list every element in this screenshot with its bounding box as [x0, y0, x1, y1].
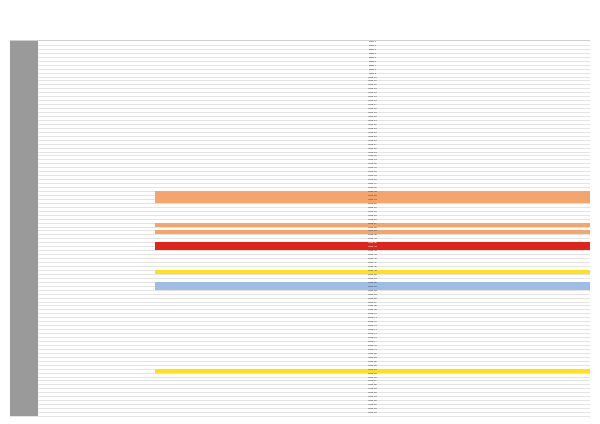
- description-cell[interactable]: Row 54: [368, 250, 377, 253]
- description-cell[interactable]: Row 52: [155, 242, 590, 246]
- description-cell[interactable]: Row 42: [368, 202, 377, 205]
- description-cell[interactable]: Row 37: [368, 183, 377, 186]
- description-cell[interactable]: Row 17: [368, 104, 377, 107]
- description-cell[interactable]: Row 47: [155, 223, 590, 227]
- timeline-spreadsheet: [10, 40, 590, 416]
- description-cell[interactable]: Row 51: [368, 238, 377, 241]
- description-cell[interactable]: Row 65: [368, 293, 377, 296]
- description-cell[interactable]: Row 81: [368, 356, 377, 359]
- description-cell[interactable]: Row 22: [368, 123, 377, 126]
- description-cell[interactable]: Row 48: [368, 226, 377, 229]
- description-cell[interactable]: Row 72: [368, 321, 377, 324]
- description-cell[interactable]: Row 23: [368, 127, 377, 130]
- description-cell[interactable]: Row 91: [368, 396, 377, 399]
- description-cell[interactable]: Row 13: [368, 88, 377, 91]
- description-cell[interactable]: Row 30: [368, 155, 377, 158]
- description-cell[interactable]: Row 44: [368, 210, 377, 213]
- description-cell[interactable]: Row 5: [368, 56, 377, 59]
- description-cell[interactable]: Row 1: [368, 41, 377, 43]
- description-cell[interactable]: Row 69: [368, 309, 377, 312]
- description-cell[interactable]: Row 73: [368, 325, 377, 328]
- description-cell[interactable]: Row 20: [368, 116, 377, 118]
- description-cell[interactable]: Row 29: [368, 151, 377, 154]
- description-cell[interactable]: Row 57: [368, 262, 377, 265]
- description-cell[interactable]: Row 59: [155, 270, 590, 274]
- description-cell[interactable]: Row 92: [368, 400, 377, 403]
- description-cell[interactable]: Row 21: [368, 119, 377, 122]
- description-cell[interactable]: Row 43: [368, 206, 377, 209]
- description-cell[interactable]: Row 12: [368, 84, 377, 87]
- description-cell[interactable]: Row 28: [368, 147, 377, 150]
- description-cell[interactable]: Row 64: [368, 289, 377, 292]
- description-cell[interactable]: Row 18: [368, 108, 377, 111]
- title-cell[interactable]: [38, 412, 120, 416]
- description-cell[interactable]: Row 87: [368, 380, 377, 383]
- description-cell[interactable]: Row 53: [155, 246, 590, 250]
- description-cell[interactable]: Row 33: [368, 167, 377, 170]
- description-cell[interactable]: Row 80: [368, 352, 377, 355]
- description-cell[interactable]: Row 74: [368, 329, 377, 332]
- description-cell[interactable]: Row 27: [368, 143, 377, 146]
- description-cell[interactable]: Row 24: [368, 131, 377, 134]
- description-cell[interactable]: Row 32: [368, 163, 377, 166]
- description-cell[interactable]: Row 15: [368, 96, 377, 99]
- description-cell[interactable]: Row 63: [155, 286, 590, 290]
- description-cell[interactable]: Row 3: [368, 48, 377, 51]
- description-cell[interactable]: Row 94: [368, 408, 377, 411]
- description-cell[interactable]: Row 50: [368, 234, 377, 237]
- description-cell[interactable]: Row 90: [368, 392, 377, 395]
- description-cell[interactable]: Row 60: [368, 273, 377, 276]
- description-cell[interactable]: Row 6: [368, 60, 377, 63]
- description-cell[interactable]: Row 67: [368, 301, 377, 304]
- description-cell[interactable]: Row 62: [155, 282, 590, 286]
- timeline-row[interactable]: [10, 412, 590, 417]
- description-cell[interactable]: Row 68: [368, 305, 377, 308]
- description-cell[interactable]: Row 55: [368, 254, 377, 257]
- description-cell[interactable]: Row 26: [368, 139, 377, 142]
- description-cell[interactable]: Row 16: [368, 100, 377, 103]
- description-cell[interactable]: Row 83: [368, 364, 377, 367]
- description-cell[interactable]: Row 45: [368, 214, 377, 217]
- description-cell[interactable]: Row 71: [368, 317, 377, 320]
- description-cell[interactable]: Row 66: [368, 297, 377, 300]
- description-cell[interactable]: Row 34: [368, 171, 377, 174]
- description-cell[interactable]: Row 2: [368, 44, 377, 47]
- description-cell[interactable]: Row 95: [368, 412, 377, 415]
- description-cell[interactable]: Row 89: [368, 388, 377, 391]
- medium-cell[interactable]: [120, 412, 155, 416]
- description-cell[interactable]: Row 82: [368, 360, 377, 363]
- description-cell[interactable]: Row 79: [368, 348, 377, 351]
- description-cell[interactable]: Row 61: [368, 277, 377, 280]
- description-cell[interactable]: Row 7: [368, 64, 377, 67]
- date-cell[interactable]: [10, 412, 38, 416]
- description-cell[interactable]: Row 88: [368, 384, 377, 387]
- description-cell[interactable]: Row 84: [155, 369, 590, 373]
- description-cell[interactable]: Row 36: [368, 179, 377, 182]
- description-cell[interactable]: Row 58: [368, 266, 377, 268]
- description-cell[interactable]: Row 46: [368, 218, 377, 221]
- description-cell[interactable]: Row 49: [155, 230, 590, 234]
- description-cell[interactable]: Row 19: [368, 112, 377, 115]
- description-cell[interactable]: Row 8: [368, 68, 377, 71]
- description-cell[interactable]: Row 39: [155, 191, 590, 195]
- description-cell[interactable]: Row 78: [368, 344, 377, 347]
- description-cell[interactable]: Row 38: [368, 187, 377, 190]
- description-cell[interactable]: Row 35: [368, 175, 377, 178]
- description-cell[interactable]: Row 86: [368, 376, 377, 379]
- description-cell[interactable]: Row 75: [368, 333, 377, 336]
- description-cell[interactable]: Row 77: [368, 341, 377, 343]
- description-cell[interactable]: Row 4: [368, 52, 377, 55]
- description-cell[interactable]: Row 70: [368, 313, 377, 316]
- description-cell[interactable]: Row 25: [368, 135, 377, 138]
- description-cell[interactable]: Row 14: [368, 92, 377, 95]
- description-cell[interactable]: Row 40: [155, 195, 590, 199]
- description-cell[interactable]: Row 41: [155, 199, 590, 203]
- description-cell[interactable]: Row 11: [368, 80, 377, 83]
- description-cell[interactable]: Row 10: [368, 76, 377, 79]
- description-cell[interactable]: Row 76: [368, 337, 377, 340]
- description-cell[interactable]: Row 9: [368, 72, 377, 75]
- description-cell[interactable]: Row 56: [368, 258, 377, 261]
- description-cell[interactable]: Row 85: [368, 372, 377, 375]
- description-cell[interactable]: Row 93: [368, 404, 377, 407]
- description-cell[interactable]: Row 31: [368, 159, 377, 162]
